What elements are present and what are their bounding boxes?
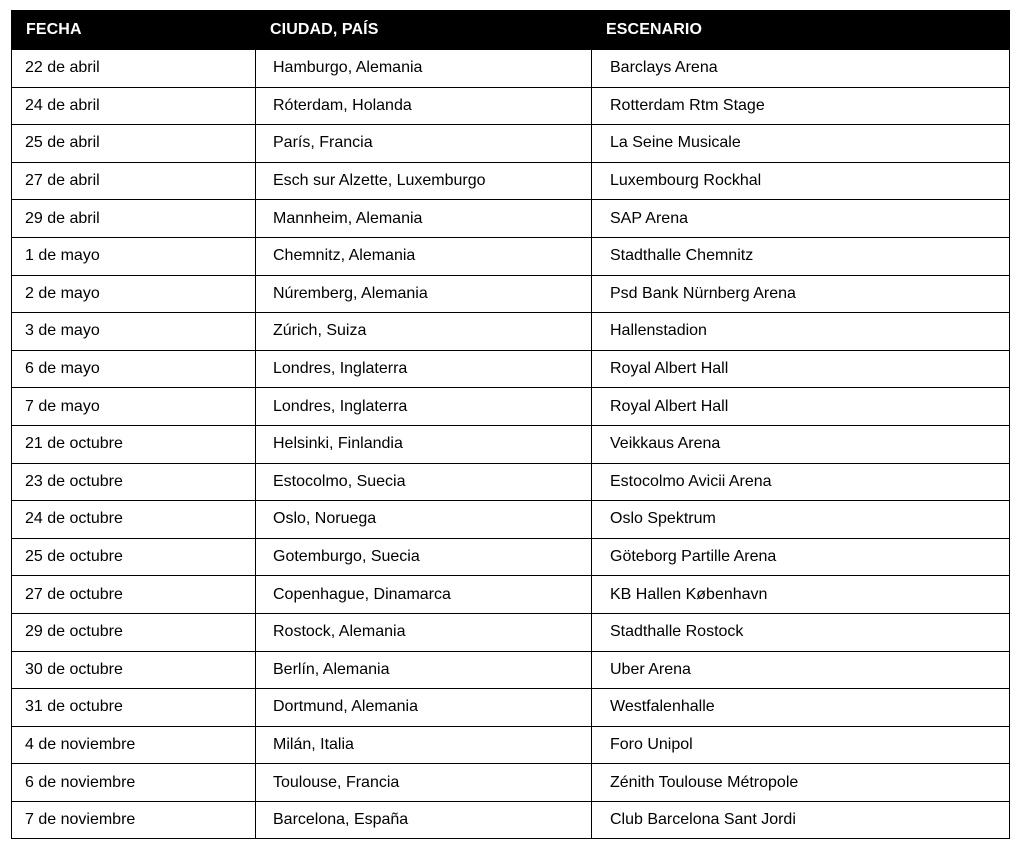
- row-date: 24 de abril: [12, 87, 256, 125]
- table-row: [12, 87, 1010, 125]
- row-venue: Luxembourg Rockhal: [592, 162, 1010, 200]
- row-date: 4 de noviembre: [12, 726, 256, 764]
- row-venue: Club Barcelona Sant Jordi: [592, 801, 1010, 839]
- table-row: [12, 651, 1010, 689]
- table-row: [12, 538, 1010, 576]
- row-city-country: Estocolmo, Suecia: [256, 463, 592, 501]
- row-date: 30 de octubre: [12, 651, 256, 689]
- table-row: [12, 689, 1010, 727]
- row-city-country: Chemnitz, Alemania: [256, 237, 592, 275]
- table-body: [12, 50, 1010, 839]
- table-row: [12, 125, 1010, 163]
- row-date: 6 de noviembre: [12, 764, 256, 802]
- header-row: [12, 11, 1010, 50]
- row-date: 7 de noviembre: [12, 801, 256, 839]
- row-venue: Oslo Spektrum: [592, 501, 1010, 539]
- row-venue: Stadthalle Chemnitz: [592, 237, 1010, 275]
- table-row: [12, 726, 1010, 764]
- row-city-country: París, Francia: [256, 125, 592, 163]
- row-venue: Hallenstadion: [592, 313, 1010, 351]
- table-row: [12, 313, 1010, 351]
- row-city-country: Toulouse, Francia: [256, 764, 592, 802]
- row-city-country: Londres, Inglaterra: [256, 350, 592, 388]
- row-venue: La Seine Musicale: [592, 125, 1010, 163]
- row-city-country: Londres, Inglaterra: [256, 388, 592, 426]
- table-row: [12, 162, 1010, 200]
- row-venue: Foro Unipol: [592, 726, 1010, 764]
- row-city-country: Róterdam, Holanda: [256, 87, 592, 125]
- row-city-country: Gotemburgo, Suecia: [256, 538, 592, 576]
- row-venue: Göteborg Partille Arena: [592, 538, 1010, 576]
- row-city-country: Copenhague, Dinamarca: [256, 576, 592, 614]
- row-date: 25 de octubre: [12, 538, 256, 576]
- row-date: 21 de octubre: [12, 425, 256, 463]
- row-venue: SAP Arena: [592, 200, 1010, 238]
- row-city-country: Zúrich, Suiza: [256, 313, 592, 351]
- table-row: [12, 350, 1010, 388]
- table-row: [12, 237, 1010, 275]
- row-city-country: Oslo, Noruega: [256, 501, 592, 539]
- table-row: [12, 463, 1010, 501]
- row-date: 31 de octubre: [12, 689, 256, 727]
- row-city-country: Helsinki, Finlandia: [256, 425, 592, 463]
- row-date: 24 de octubre: [12, 501, 256, 539]
- row-venue: Veikkaus Arena: [592, 425, 1010, 463]
- tour-dates-table: [11, 10, 1010, 839]
- row-city-country: Esch sur Alzette, Luxemburgo: [256, 162, 592, 200]
- table-row: [12, 576, 1010, 614]
- row-venue: Westfalenhalle: [592, 689, 1010, 727]
- row-city-country: Núremberg, Alemania: [256, 275, 592, 313]
- table-row: [12, 388, 1010, 426]
- row-city-country: Mannheim, Alemania: [256, 200, 592, 238]
- table-row: [12, 801, 1010, 839]
- table-row: [12, 764, 1010, 802]
- row-date: 7 de mayo: [12, 388, 256, 426]
- table-header: [12, 11, 1010, 50]
- table-row: [12, 501, 1010, 539]
- row-date: 23 de octubre: [12, 463, 256, 501]
- tour-dates-table-container: [11, 10, 1009, 839]
- row-venue: Stadthalle Rostock: [592, 613, 1010, 651]
- row-venue: Zénith Toulouse Métropole: [592, 764, 1010, 802]
- table-row: [12, 613, 1010, 651]
- row-venue: Estocolmo Avicii Arena: [592, 463, 1010, 501]
- row-venue: Barclays Arena: [592, 50, 1010, 88]
- row-venue: KB Hallen København: [592, 576, 1010, 614]
- header-ciudad-pais: CIUDAD, PAÍS: [256, 11, 592, 50]
- row-date: 22 de abril: [12, 50, 256, 88]
- table-row: [12, 425, 1010, 463]
- row-date: 3 de mayo: [12, 313, 256, 351]
- row-venue: Rotterdam Rtm Stage: [592, 87, 1010, 125]
- table-row: [12, 50, 1010, 88]
- row-date: 29 de abril: [12, 200, 256, 238]
- row-city-country: Hamburgo, Alemania: [256, 50, 592, 88]
- row-date: 2 de mayo: [12, 275, 256, 313]
- row-venue: Psd Bank Nürnberg Arena: [592, 275, 1010, 313]
- row-city-country: Berlín, Alemania: [256, 651, 592, 689]
- header-fecha: FECHA: [12, 11, 256, 50]
- row-venue: Royal Albert Hall: [592, 388, 1010, 426]
- row-date: 1 de mayo: [12, 237, 256, 275]
- row-date: 27 de abril: [12, 162, 256, 200]
- row-date: 29 de octubre: [12, 613, 256, 651]
- row-city-country: Dortmund, Alemania: [256, 689, 592, 727]
- row-date: 25 de abril: [12, 125, 256, 163]
- row-city-country: Rostock, Alemania: [256, 613, 592, 651]
- row-venue: Uber Arena: [592, 651, 1010, 689]
- row-city-country: Milán, Italia: [256, 726, 592, 764]
- row-date: 27 de octubre: [12, 576, 256, 614]
- table-row: [12, 200, 1010, 238]
- row-date: 6 de mayo: [12, 350, 256, 388]
- row-venue: Royal Albert Hall: [592, 350, 1010, 388]
- row-city-country: Barcelona, España: [256, 801, 592, 839]
- header-escenario: ESCENARIO: [592, 11, 1010, 50]
- table-row: [12, 275, 1010, 313]
